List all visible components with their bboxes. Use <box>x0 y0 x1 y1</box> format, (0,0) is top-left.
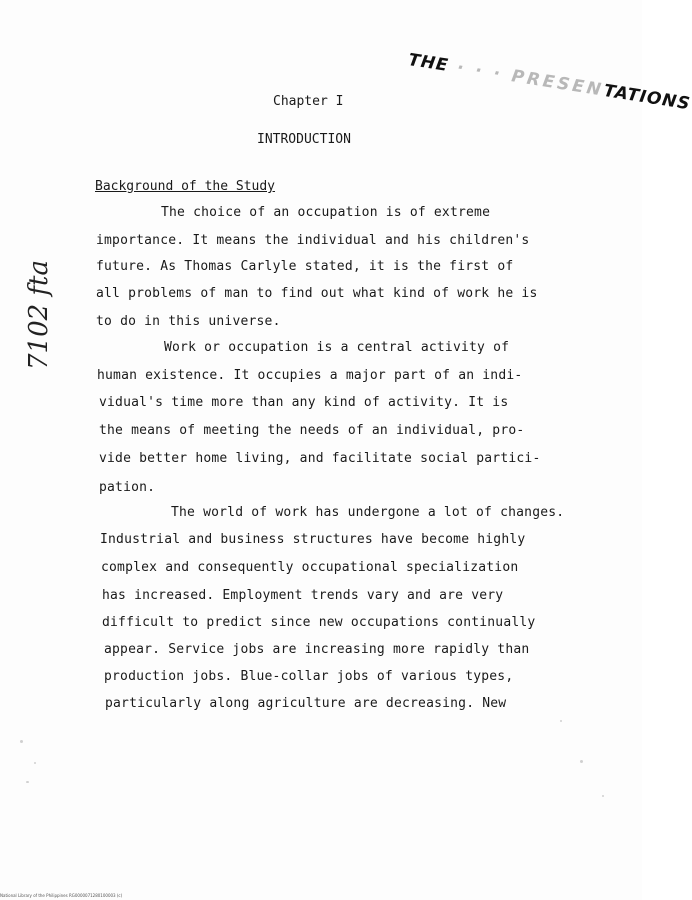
body-line: to do in this universe. <box>96 314 281 329</box>
scan-speckle <box>580 760 583 763</box>
body-line: production jobs. Blue-collar jobs of various types, <box>104 669 514 684</box>
body-line: has increased. Employment trends vary and are very <box>102 588 504 603</box>
thesis-presentations-stamp <box>407 50 692 114</box>
body-line: complex and consequently occupational specialization <box>101 560 519 575</box>
section-heading: Background of the Study <box>95 179 276 194</box>
scan-speckle <box>602 795 604 797</box>
scan-speckle <box>26 781 29 783</box>
body-line: appear. Service jobs are increasing more rapidly than <box>104 642 530 657</box>
body-line: difficult to predict since new occupations continually <box>102 615 536 630</box>
body-line: pation. <box>99 480 156 495</box>
chapter-title: INTRODUCTION <box>257 132 351 147</box>
stamp-text-left: THE <box>406 50 450 77</box>
body-line: the means of meeting the needs of an individual, pro- <box>99 423 525 438</box>
stamp-text-faded: · · · PRESEN <box>446 56 606 101</box>
body-line: importance. It means the individual and his children's <box>96 233 530 248</box>
body-line: vidual's time more than any kind of activity. It is <box>99 395 509 410</box>
body-line: vide better home living, and facilitate social partici- <box>99 451 541 466</box>
body-line: future. As Thomas Carlyle stated, it is the first of <box>96 259 514 274</box>
scan-speckle <box>34 762 36 764</box>
scan-speckle <box>560 720 562 722</box>
body-line: Work or occupation is a central activity of <box>164 340 510 355</box>
scan-footer: National Library of the Philippines RG0000071280100003 (c) <box>0 893 123 898</box>
body-line: The world of work has undergone a lot of changes. <box>171 505 565 520</box>
body-line: The choice of an occupation is of extreme <box>161 205 491 220</box>
chapter-label: Chapter I <box>273 94 344 109</box>
scan-speckle <box>20 740 23 743</box>
handwritten-call-number: 7102 fta <box>24 259 54 370</box>
body-line: human existence. It occupies a major part of an indi- <box>97 368 523 383</box>
stamp-text-right: TATIONS <box>602 80 692 115</box>
body-line: all problems of man to find out what kind of work he is <box>96 286 538 301</box>
body-line: particularly along agriculture are decreasing. New <box>105 696 507 711</box>
body-line: Industrial and business structures have become highly <box>100 532 526 547</box>
